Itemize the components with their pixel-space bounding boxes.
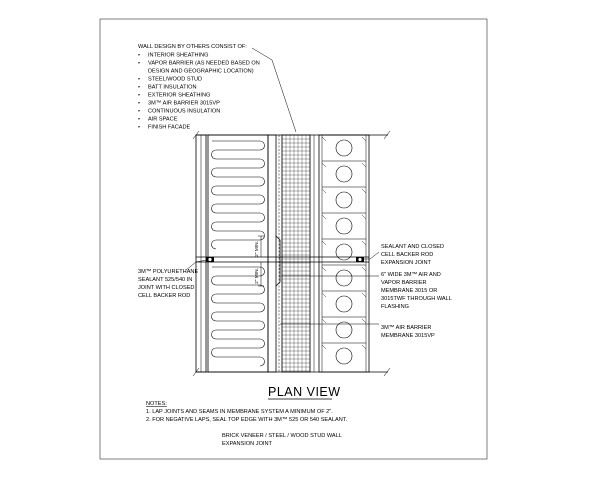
brick-mortar-tick — [322, 163, 326, 167]
svg-text:•: • — [138, 100, 140, 107]
wall-note-item: DESIGN AND GEOGRAPHIC LOCATION) — [148, 68, 254, 75]
svg-text:•: • — [138, 124, 140, 131]
interior-sheathing — [196, 135, 206, 372]
wall-note-item: INTERIOR SHEATHING — [148, 52, 209, 59]
callout-line: SEALANT 525/540 IN — [138, 277, 193, 283]
note-item: 2. FOR NEGATIVE LAPS, SEAL TOP EDGE WITH 3M™ 525 OR 540 SEALANT. — [146, 417, 348, 423]
brick-core — [336, 322, 352, 338]
callout-line: MEMBRANE 3015VP — [381, 333, 435, 339]
callout-line: JOINT WITH CLOSED — [138, 285, 195, 291]
brick-mortar-tick — [322, 345, 326, 349]
wall-note-item: 3M™ AIR BARRIER 3015VP — [148, 100, 220, 107]
brick-mortar-tick — [322, 319, 326, 323]
notes-heading: NOTES: — [146, 401, 167, 407]
brick-core — [336, 244, 352, 260]
detail-caption — [222, 433, 342, 447]
brick-mortar-tick — [322, 241, 326, 245]
callout-line: 3015TWF THROUGH WALL — [381, 296, 452, 302]
brick-mortar-tick — [362, 267, 366, 271]
dimension-lower — [254, 262, 264, 286]
callout-line: CELL BACKER ROD — [138, 293, 191, 299]
callout-line: 6" WIDE 3M™ AIR AND — [381, 272, 441, 278]
callout-line: 3M™ POLYURETHANE — [138, 269, 199, 275]
batt-insulation-loop — [212, 141, 265, 249]
wall-note-item: FINISH FACADE — [148, 124, 191, 131]
batt-insulation-pattern — [212, 141, 265, 249]
expansion-joint — [196, 257, 369, 262]
wall-note-item: VAPOR BARRIER (AS NEEDED BASED ON — [148, 60, 260, 67]
callout-sealant-backer-rod — [364, 244, 444, 266]
brick-mortar-tick — [362, 319, 366, 323]
wall-notes-heading: WALL DESIGN BY OTHERS CONSIST OF: — [138, 44, 247, 50]
brick-core — [336, 166, 352, 182]
brick-mortar-tick — [322, 189, 326, 193]
continuous-insulation — [282, 135, 310, 372]
brick-mortar-tick — [322, 137, 326, 141]
brick-mortar-tick — [322, 293, 326, 297]
svg-text:•: • — [138, 108, 140, 115]
wall-design-notes — [138, 44, 296, 132]
brick-mortar-tick — [362, 345, 366, 349]
flashing-membrane — [276, 236, 280, 286]
brick-mortar-tick — [322, 267, 326, 271]
brick-mortar-tick — [322, 215, 326, 219]
callout-line: MEMBRANE 3015 OR — [381, 288, 438, 294]
brick-mortar-tick — [362, 215, 366, 219]
callout-line: CELL BACKER ROD — [381, 252, 434, 258]
wall-note-item: EXTERIOR SHEATHING — [148, 92, 211, 99]
brick-mortar-tick — [362, 241, 366, 245]
callout-line: VAPOR BARRIER — [381, 280, 427, 286]
brick-core — [336, 192, 352, 208]
brick-core — [336, 348, 352, 364]
callout-line: EXPANSION JOINT — [381, 260, 431, 266]
general-notes — [146, 401, 348, 423]
callout-polyurethane-sealant — [138, 260, 207, 299]
svg-text:•: • — [138, 52, 140, 59]
brick-mortar-tick — [362, 293, 366, 297]
brick-core — [336, 296, 352, 312]
wall-note-item: CONTINUOUS INSULATION — [148, 108, 221, 115]
brick-core — [336, 218, 352, 234]
note-item: 1. LAP JOINTS AND SEAMS IN MEMBRANE SYSTEM A MINIMUM OF 2". — [146, 409, 333, 415]
wall-note-item: BATT INSULATION — [148, 84, 197, 91]
brick-core — [336, 140, 352, 156]
dimension-upper-label: 2" MIN. — [255, 241, 260, 257]
callout-line: SEALANT AND CLOSED — [381, 244, 445, 250]
wall-note-item: STEEL/WOOD STUD — [148, 76, 203, 83]
brick-mortar-tick — [362, 137, 366, 141]
svg-text:•: • — [138, 84, 140, 91]
callout-line: 3M™ AIR BARRIER — [381, 325, 432, 331]
svg-text:•: • — [138, 76, 140, 83]
svg-text:•: • — [138, 92, 140, 99]
brick-mortar-tick — [362, 189, 366, 193]
callout-line: FLASHING — [381, 304, 409, 310]
brick-core — [336, 270, 352, 286]
wall-note-item: AIR SPACE — [148, 116, 178, 123]
brick-veneer — [319, 135, 369, 372]
svg-text:•: • — [138, 60, 140, 67]
dimension-lower-label: 2" MIN. — [255, 268, 260, 284]
brick-mortar-tick — [362, 163, 366, 167]
plan-view-title: PLAN VIEW — [268, 385, 341, 399]
caption-line: BRICK VENEER / STEEL / WOOD STUD WALL — [222, 433, 342, 439]
svg-text:•: • — [138, 116, 140, 123]
exterior-sheathing — [268, 135, 276, 372]
caption-line: EXPANSION JOINT — [222, 441, 272, 447]
callout-air-barrier-membrane — [280, 324, 435, 339]
